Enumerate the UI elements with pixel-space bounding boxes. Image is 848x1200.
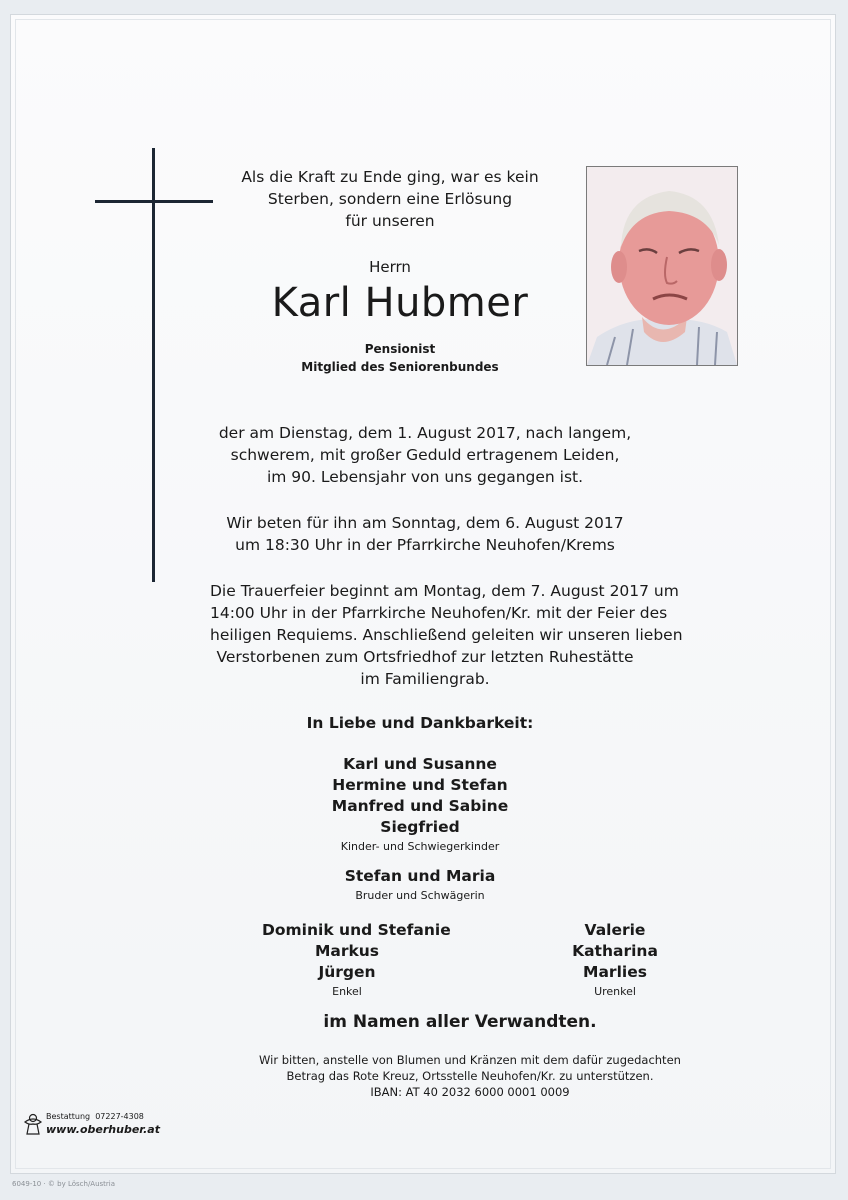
prayer-paragraph xyxy=(210,512,640,556)
donation-request xyxy=(250,1052,690,1100)
logo-url: www.oberhuber.at xyxy=(46,1123,160,1136)
funeral-paragraph xyxy=(210,580,683,690)
children-group xyxy=(320,754,520,856)
paragraph-line: 14:00 Uhr in der Pfarrkirche Neuhofen/Kr. mit der Feier des xyxy=(210,604,668,622)
angel-icon xyxy=(22,1112,44,1136)
siblings-group xyxy=(320,866,520,905)
intro-text xyxy=(230,166,550,232)
relation-label: Urenkel xyxy=(594,985,636,998)
portrait-image xyxy=(587,167,737,365)
deceased-subtitle xyxy=(270,340,530,376)
logo-label xyxy=(46,1112,144,1121)
grandchildren-group xyxy=(262,920,451,1001)
request-line: Betrag das Rote Kreuz, Ortsstelle Neuhofen/Kr. zu unterstützen. xyxy=(286,1069,654,1083)
great-grandchildren-group xyxy=(540,920,690,1001)
funeral-home-logo xyxy=(22,1110,162,1140)
paragraph-line: Verstorbenen zum Ortsfriedhof zur letzten Ruhestätte xyxy=(216,648,634,666)
logo-phone: 07227-4308 xyxy=(95,1112,144,1121)
paragraph-line: heiligen Requiems. Anschließend geleiten wir unseren lieben xyxy=(210,626,683,644)
paragraph-line: schwerem, mit großer Geduld ertragenem Leiden, xyxy=(230,446,620,464)
cross-icon-horizontal xyxy=(95,200,213,203)
paragraph-line: im Familiengrab. xyxy=(360,670,490,688)
mourner-name: Katharina xyxy=(572,942,658,960)
salutation: Herrn xyxy=(369,258,411,276)
intro-line: Als die Kraft zu Ende ging, war es kein xyxy=(241,168,539,186)
mourner-name: Markus xyxy=(314,942,380,960)
mourner-name: Karl und Susanne xyxy=(343,755,497,773)
deceased-name: Karl Hubmer xyxy=(271,280,529,326)
thanks-heading: In Liebe und Dankbarkeit: xyxy=(306,714,534,732)
mourner-name: Marlies xyxy=(583,963,647,981)
death-notice-paragraph xyxy=(210,422,640,488)
paragraph-line: um 18:30 Uhr in der Pfarrkirche Neuhofen/Krems xyxy=(235,536,615,554)
subtitle-line: Mitglied des Seniorenbundes xyxy=(301,360,499,374)
relation-label: Kinder- und Schwiegerkinder xyxy=(340,840,500,853)
relation-label: Bruder und Schwägerin xyxy=(355,889,485,902)
print-code: 6049-10 · © by Lösch/Austria xyxy=(12,1180,116,1188)
intro-line: für unseren xyxy=(345,212,435,230)
cross-icon-vertical xyxy=(152,148,155,582)
paragraph-line: der am Dienstag, dem 1. August 2017, nach langem, xyxy=(218,424,632,442)
mourner-name: Stefan und Maria xyxy=(344,867,496,885)
request-line: Wir bitten, anstelle von Blumen und Kränzen mit dem dafür zugedachten xyxy=(259,1053,681,1067)
portrait-photo xyxy=(586,166,738,366)
logo-label-text: Bestattung xyxy=(46,1112,91,1121)
mourner-name: Dominik und Stefanie xyxy=(262,921,451,939)
request-line: IBAN: AT 40 2032 6000 0001 0009 xyxy=(370,1085,570,1099)
mourner-name: Siegfried xyxy=(380,818,460,836)
subtitle-line: Pensionist xyxy=(364,342,436,356)
intro-line: Sterben, sondern eine Erlösung xyxy=(267,190,513,208)
mourner-name: Manfred und Sabine xyxy=(331,797,509,815)
paragraph-line: im 90. Lebensjahr von uns gegangen ist. xyxy=(266,468,584,486)
mourner-name: Hermine und Stefan xyxy=(332,776,508,794)
mourner-name: Valerie xyxy=(584,921,646,939)
mourner-name: Jürgen xyxy=(318,963,376,981)
paragraph-line: Wir beten für ihn am Sonntag, dem 6. August 2017 xyxy=(226,514,624,532)
closing-line: im Namen aller Verwandten. xyxy=(323,1012,597,1032)
paragraph-line: Die Trauerfeier beginnt am Montag, dem 7. August 2017 um xyxy=(210,582,679,600)
relation-label: Enkel xyxy=(332,985,362,998)
